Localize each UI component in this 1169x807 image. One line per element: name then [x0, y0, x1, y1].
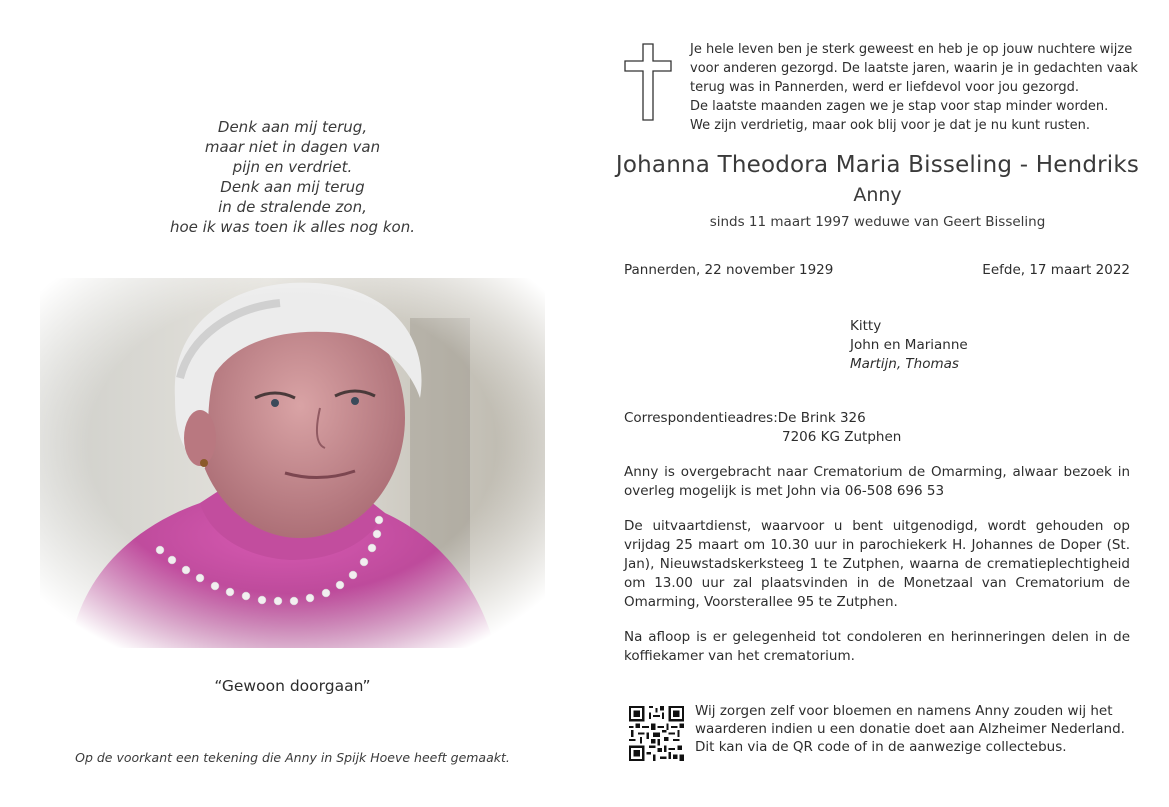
- verse-line: De laatste maanden zagen we je stap voor stap minder worden.: [690, 99, 1109, 114]
- family-grandchildren: Martijn, Thomas: [850, 356, 959, 372]
- cross-icon: [624, 43, 672, 121]
- widow-line: sinds 11 maart 1997 weduwe van Geert Bisseling: [709, 214, 1046, 230]
- deceased-nickname: Anny: [853, 184, 902, 206]
- correspondence-address: [624, 409, 901, 447]
- family-child: John en Marianne: [850, 337, 968, 353]
- donation-text: [695, 702, 1135, 756]
- poem-line: Denk aan mij terug,: [217, 118, 368, 136]
- correspondence-city: 7206 KG Zutphen: [782, 429, 902, 445]
- service-paragraph: De uitvaartdienst, waarvoor u bent uitgenodigd, wordt gehouden op vrijdag 25 maart om 10.30 uur in parochiekerk H. Johannes de Doper (St. Jan), Nieuwstadskerksteeg 1 te Zutphen, waarna de crematieplechtigheid om 13.00 uur zal plaatsvinden in de Monetzaal van Crematorium de Omarming, Voorsterallee 95 te Zutphen.: [624, 518, 1130, 610]
- family-list: [850, 317, 968, 374]
- verse-text: [690, 40, 1138, 135]
- donation-line: Dit kan via de QR code of in de aanwezige collectebus.: [695, 739, 1067, 755]
- donation-line: Wij zorgen zelf voor bloemen en namens Anny zouden wij het: [695, 703, 1113, 719]
- verse-line: Je hele leven ben je sterk geweest en heb je op jouw nuchtere wijze: [690, 42, 1133, 57]
- qr-code-icon[interactable]: [629, 706, 684, 761]
- verse-line: We zijn verdrietig, maar ook blij voor je dat je nu kunt rusten.: [690, 118, 1091, 133]
- deceased-full-name: Johanna Theodora Maria Bisseling - Hendriks: [615, 152, 1140, 178]
- cover-footnote: Op de voorkant een tekening die Anny in Spijk Hoeve heeft gemaakt.: [75, 750, 510, 765]
- correspondence-street: De Brink 326: [777, 410, 866, 426]
- verse-line: voor anderen gezorgd. De laatste jaren, waarin je in gedachten vaak: [690, 61, 1138, 76]
- portrait-photo: [40, 278, 545, 648]
- visit-paragraph: Anny is overgebracht naar Crematorium de Omarming, alwaar bezoek in overleg mogelijk is met John via 06-508 696 53: [624, 464, 1130, 499]
- death-place-date: Eefde, 17 maart 2022: [982, 262, 1130, 278]
- verse-line: terug was in Pannerden, werd er liefdevol voor jou gezorgd.: [690, 80, 1079, 95]
- condolence-paragraph: Na afloop is er gelegenheid tot condoleren en herinneringen delen in de koffiekamer van het crematorium.: [624, 629, 1130, 664]
- poem-line: maar niet in dagen van: [204, 138, 381, 156]
- poem-line: hoe ik was toen ik alles nog kon.: [170, 218, 415, 236]
- poem-line: in de stralende zon,: [218, 198, 367, 216]
- poem-line: pijn en verdriet.: [232, 158, 353, 176]
- donation-line: waarderen indien u een donatie doet aan Alzheimer Nederland.: [695, 721, 1125, 737]
- poem: [140, 117, 445, 237]
- birth-place-date: Pannerden, 22 november 1929: [624, 262, 834, 278]
- correspondence-label: Correspondentieadres:: [624, 410, 778, 426]
- family-child: Kitty: [850, 318, 882, 334]
- poem-line: Denk aan mij terug: [220, 178, 365, 196]
- motto-quote: “Gewoon doorgaan”: [214, 677, 371, 695]
